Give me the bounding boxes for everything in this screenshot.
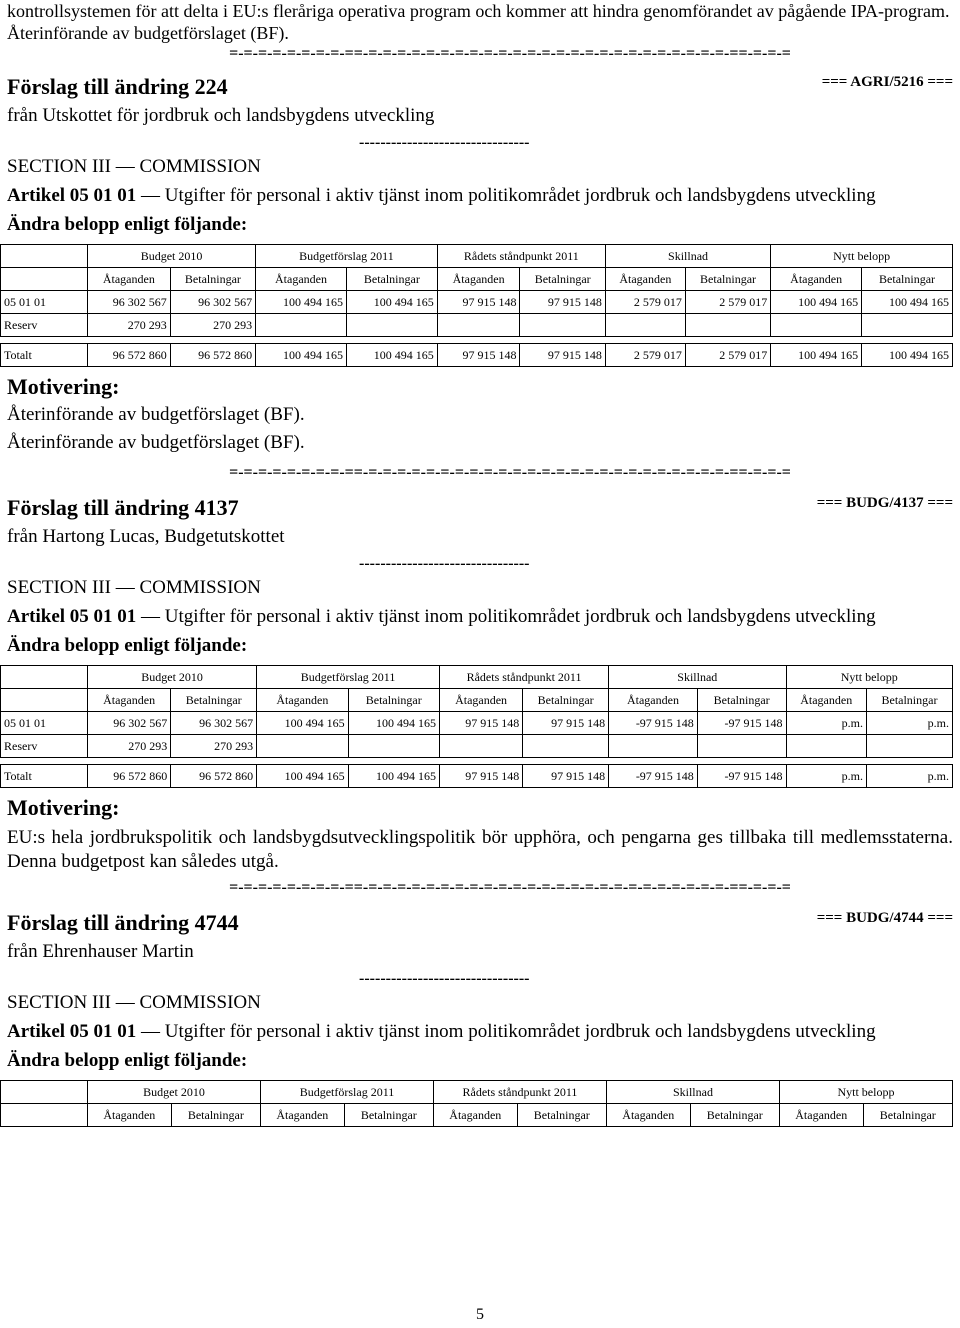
article-heading (7, 1020, 953, 1044)
spacer-cell (520, 337, 605, 344)
spacer-cell (348, 758, 439, 765)
total-row (1, 765, 953, 788)
amendment-title: Förslag till ändring 224 (7, 74, 228, 99)
spacer-cell (256, 337, 347, 344)
column-subheader: Betalningar (517, 1104, 606, 1127)
total-label: Totalt (1, 765, 88, 788)
total-amount-cell: 97 915 148 (437, 344, 520, 367)
amount-cell (685, 314, 770, 337)
amount-cell: 96 302 567 (171, 712, 257, 735)
column-subheader: Betalningar (862, 268, 953, 291)
amount-cell: 2 579 017 (605, 291, 685, 314)
dashed-line: -------------------------------- (359, 970, 530, 987)
budget-table (0, 1080, 953, 1127)
spacer-cell (685, 337, 770, 344)
page-number: 5 (476, 1306, 484, 1323)
amount-cell (256, 314, 347, 337)
spacer-cell (697, 758, 786, 765)
amendment-header (7, 489, 953, 523)
column-subheader: Betalningar (344, 1104, 433, 1127)
total-amount-cell: 100 494 165 (346, 344, 437, 367)
intro-text: kontrollsystemen för att delta i EU:s fleråriga operativa program och kommer att hindra genomförandet av pågående IPA-program. (7, 1, 950, 21)
header-corner-cell (1, 268, 88, 291)
row-label: 05 01 01 (1, 712, 88, 735)
header-corner-cell (1, 245, 88, 268)
separator: =-=-=-=-=-=-=-=-==-=-=-=-=-=-=-=-=-=-=-=-=-=-=-=-=-=-=-=-=-=-=-=-=-=-==-=-=-= (229, 465, 791, 481)
section-heading: SECTION III — COMMISSION (7, 577, 261, 598)
column-group-header: Nytt belopp (779, 1081, 952, 1104)
header-corner-cell (1, 689, 88, 712)
column-subheader: Betalningar (346, 268, 437, 291)
amount-cell (862, 314, 953, 337)
column-group-header: Budget 2010 (88, 1081, 261, 1104)
amount-cell: 270 293 (88, 314, 171, 337)
spacer-cell (439, 758, 522, 765)
column-subheader: Betalningar (348, 689, 439, 712)
article-number: Artikel 05 01 01 (7, 185, 137, 206)
separator: =-=-=-=-=-=-=-=-==-=-=-=-=-=-=-=-=-=-=-=-=-=-=-=-=-=-=-=-=-=-=-=-=-=-==-=-=-= (229, 880, 791, 896)
article-title: — Utgifter för personal i aktiv tjänst inom politikområdet jordbruk och landsbygdens utveckling (141, 185, 876, 206)
spacer-cell (609, 758, 698, 765)
amount-cell (437, 314, 520, 337)
spacer-cell (88, 758, 171, 765)
row-label: Reserv (1, 735, 88, 758)
column-subheader: Betalningar (520, 268, 605, 291)
article-heading (7, 605, 953, 629)
spacer-cell (346, 337, 437, 344)
column-subheader: Åtaganden (437, 268, 520, 291)
amount-cell: 97 915 148 (520, 291, 605, 314)
amount-cell (257, 735, 348, 758)
amount-cell: -97 915 148 (609, 712, 698, 735)
column-subheader: Åtaganden (257, 689, 348, 712)
amount-cell (609, 735, 698, 758)
section-heading: SECTION III — COMMISSION (7, 156, 261, 177)
column-subheader: Åtaganden (88, 689, 171, 712)
dashed-line: -------------------------------- (359, 134, 530, 151)
amount-cell: 100 494 165 (257, 712, 348, 735)
column-subheader: Åtaganden (260, 1104, 344, 1127)
amendment-ref: === BUDG/4744 === (816, 910, 953, 926)
spacer-cell (1, 758, 88, 765)
amount-cell: 96 302 567 (88, 712, 171, 735)
total-amount-cell: 97 915 148 (439, 765, 522, 788)
total-amount-cell: 100 494 165 (256, 344, 347, 367)
column-group-header: Rådets ståndpunkt 2011 (437, 245, 605, 268)
column-subheader: Åtaganden (786, 689, 866, 712)
column-subheader: Åtaganden (605, 268, 685, 291)
total-amount-cell: p.m. (786, 765, 866, 788)
column-subheader: Betalningar (523, 689, 609, 712)
spacer-cell (866, 758, 952, 765)
column-subheader: Betalningar (685, 268, 770, 291)
amend-instruction: Ändra belopp enligt följande: (7, 214, 248, 235)
header-corner-cell (1, 1081, 88, 1104)
column-group-header: Budget 2010 (88, 666, 257, 689)
column-group-header: Rådets ståndpunkt 2011 (433, 1081, 606, 1104)
amount-cell: 100 494 165 (256, 291, 347, 314)
table-row (1, 712, 953, 735)
column-subheader: Åtaganden (771, 268, 862, 291)
row-label: Reserv (1, 314, 88, 337)
column-group-header: Skillnad (609, 666, 786, 689)
amount-cell: 270 293 (171, 735, 257, 758)
table-row (1, 314, 953, 337)
amount-cell (348, 735, 439, 758)
amount-cell (605, 314, 685, 337)
total-amount-cell: -97 915 148 (609, 765, 698, 788)
spacer-cell (171, 758, 257, 765)
spacer-cell (786, 758, 866, 765)
table-row (1, 291, 953, 314)
column-subheader: Åtaganden (88, 1104, 172, 1127)
amendment-ref: === AGRI/5216 === (821, 74, 953, 90)
total-amount-cell: 96 572 860 (171, 765, 257, 788)
amount-cell: 270 293 (88, 735, 171, 758)
amendment-author: från Ehrenhauser Martin (7, 941, 194, 962)
column-subheader: Betalningar (171, 1104, 260, 1127)
total-amount-cell: 100 494 165 (257, 765, 348, 788)
amount-cell (520, 314, 605, 337)
amendment-author: från Hartong Lucas, Budgetutskottet (7, 526, 285, 547)
spacer-cell (605, 337, 685, 344)
column-subheader: Åtaganden (433, 1104, 517, 1127)
amount-cell: 100 494 165 (346, 291, 437, 314)
spacer-cell (437, 337, 520, 344)
article-number: Artikel 05 01 01 (7, 1021, 137, 1042)
column-group-header: Skillnad (606, 1081, 779, 1104)
amend-instruction: Ändra belopp enligt följande: (7, 635, 248, 656)
total-amount-cell: 2 579 017 (685, 344, 770, 367)
amount-cell: 96 302 567 (170, 291, 255, 314)
total-amount-cell: p.m. (866, 765, 952, 788)
article-heading (7, 184, 953, 208)
column-group-header: Nytt belopp (786, 666, 953, 689)
column-subheader: Betalningar (170, 268, 255, 291)
amount-cell: -97 915 148 (697, 712, 786, 735)
total-amount-cell: 100 494 165 (348, 765, 439, 788)
column-subheader: Åtaganden (256, 268, 347, 291)
amend-instruction: Ändra belopp enligt följande: (7, 1050, 248, 1071)
column-subheader: Åtaganden (779, 1104, 863, 1127)
column-subheader: Betalningar (863, 1104, 952, 1127)
amount-cell: p.m. (786, 712, 866, 735)
row-label: 05 01 01 (1, 291, 88, 314)
amendment-header (7, 904, 953, 938)
amount-cell (523, 735, 609, 758)
justification-text: Återinförande av budgetförslaget (BF). (7, 432, 305, 453)
section-heading: SECTION III — COMMISSION (7, 992, 261, 1013)
total-amount-cell: 2 579 017 (605, 344, 685, 367)
article-title: — Utgifter för personal i aktiv tjänst inom politikområdet jordbruk och landsbygdens utveckling (141, 606, 876, 627)
column-group-header: Budgetförslag 2011 (256, 245, 438, 268)
amount-cell (697, 735, 786, 758)
column-subheader: Betalningar (171, 689, 257, 712)
intro-reinstatement: Återinförande av budgetförslaget (BF). (7, 23, 289, 43)
total-label: Totalt (1, 344, 88, 367)
justification-text: EU:s hela jordbrukspolitik och landsbygdsutvecklingspolitik bör upphöra, och pengarna ges tillbaka till medlemsstaterna. Denna budgetpost kan således utgå. (7, 827, 953, 872)
amount-cell (866, 735, 952, 758)
amount-cell: 97 915 148 (439, 712, 522, 735)
justification-heading: Motivering: (7, 374, 120, 399)
total-amount-cell: 100 494 165 (771, 344, 862, 367)
spacer-cell (170, 337, 255, 344)
total-amount-cell: 97 915 148 (523, 765, 609, 788)
amount-cell: 96 302 567 (88, 291, 171, 314)
spacer-cell (771, 337, 862, 344)
total-amount-cell: -97 915 148 (697, 765, 786, 788)
column-subheader: Åtaganden (609, 689, 698, 712)
amount-cell: 100 494 165 (771, 291, 862, 314)
amount-cell: 97 915 148 (523, 712, 609, 735)
column-group-header: Nytt belopp (771, 245, 953, 268)
spacer-cell (257, 758, 348, 765)
column-subheader: Betalningar (690, 1104, 779, 1127)
separator: =-=-=-=-=-=-=-=-==-=-=-=-=-=-=-=-=-=-=-=-=-=-=-=-=-=-=-=-=-=-=-=-=-=-==-=-=-= (229, 46, 791, 62)
column-group-header: Budgetförslag 2011 (257, 666, 440, 689)
column-group-header: Rådets ståndpunkt 2011 (439, 666, 608, 689)
amendment-title: Förslag till ändring 4137 (7, 495, 239, 520)
column-subheader: Betalningar (697, 689, 786, 712)
total-amount-cell: 97 915 148 (520, 344, 605, 367)
amendment-header (7, 68, 953, 102)
amount-cell: 100 494 165 (862, 291, 953, 314)
amount-cell: 2 579 017 (685, 291, 770, 314)
justification-heading: Motivering: (7, 795, 120, 820)
column-subheader: Åtaganden (439, 689, 522, 712)
amount-cell (771, 314, 862, 337)
column-subheader: Åtaganden (88, 268, 171, 291)
article-title: — Utgifter för personal i aktiv tjänst inom politikområdet jordbruk och landsbygdens utveckling (141, 1021, 876, 1042)
total-amount-cell: 96 572 860 (170, 344, 255, 367)
amount-cell (786, 735, 866, 758)
amount-cell: 97 915 148 (437, 291, 520, 314)
amount-cell (439, 735, 522, 758)
total-row (1, 344, 953, 367)
column-group-header: Budgetförslag 2011 (260, 1081, 433, 1104)
amount-cell: 270 293 (170, 314, 255, 337)
dashed-line: -------------------------------- (359, 555, 530, 572)
amount-cell: p.m. (866, 712, 952, 735)
header-corner-cell (1, 1104, 88, 1127)
amount-cell (346, 314, 437, 337)
column-group-header: Skillnad (605, 245, 770, 268)
total-amount-cell: 96 572 860 (88, 765, 171, 788)
article-number: Artikel 05 01 01 (7, 606, 137, 627)
spacer-cell (88, 337, 171, 344)
amendment-ref: === BUDG/4137 === (816, 495, 953, 511)
spacer-cell (1, 337, 88, 344)
spacer-cell (862, 337, 953, 344)
spacer-cell (523, 758, 609, 765)
total-amount-cell: 100 494 165 (862, 344, 953, 367)
column-group-header: Budget 2010 (88, 245, 256, 268)
column-subheader: Betalningar (866, 689, 952, 712)
justification-text: Återinförande av budgetförslaget (BF). (7, 404, 305, 425)
total-amount-cell: 96 572 860 (88, 344, 171, 367)
budget-table (0, 244, 953, 367)
column-subheader: Åtaganden (606, 1104, 690, 1127)
budget-table (0, 665, 953, 788)
header-corner-cell (1, 666, 88, 689)
amendment-title: Förslag till ändring 4744 (7, 910, 239, 935)
table-row (1, 735, 953, 758)
amendment-author: från Utskottet för jordbruk och landsbygdens utveckling (7, 105, 435, 126)
amount-cell: 100 494 165 (348, 712, 439, 735)
